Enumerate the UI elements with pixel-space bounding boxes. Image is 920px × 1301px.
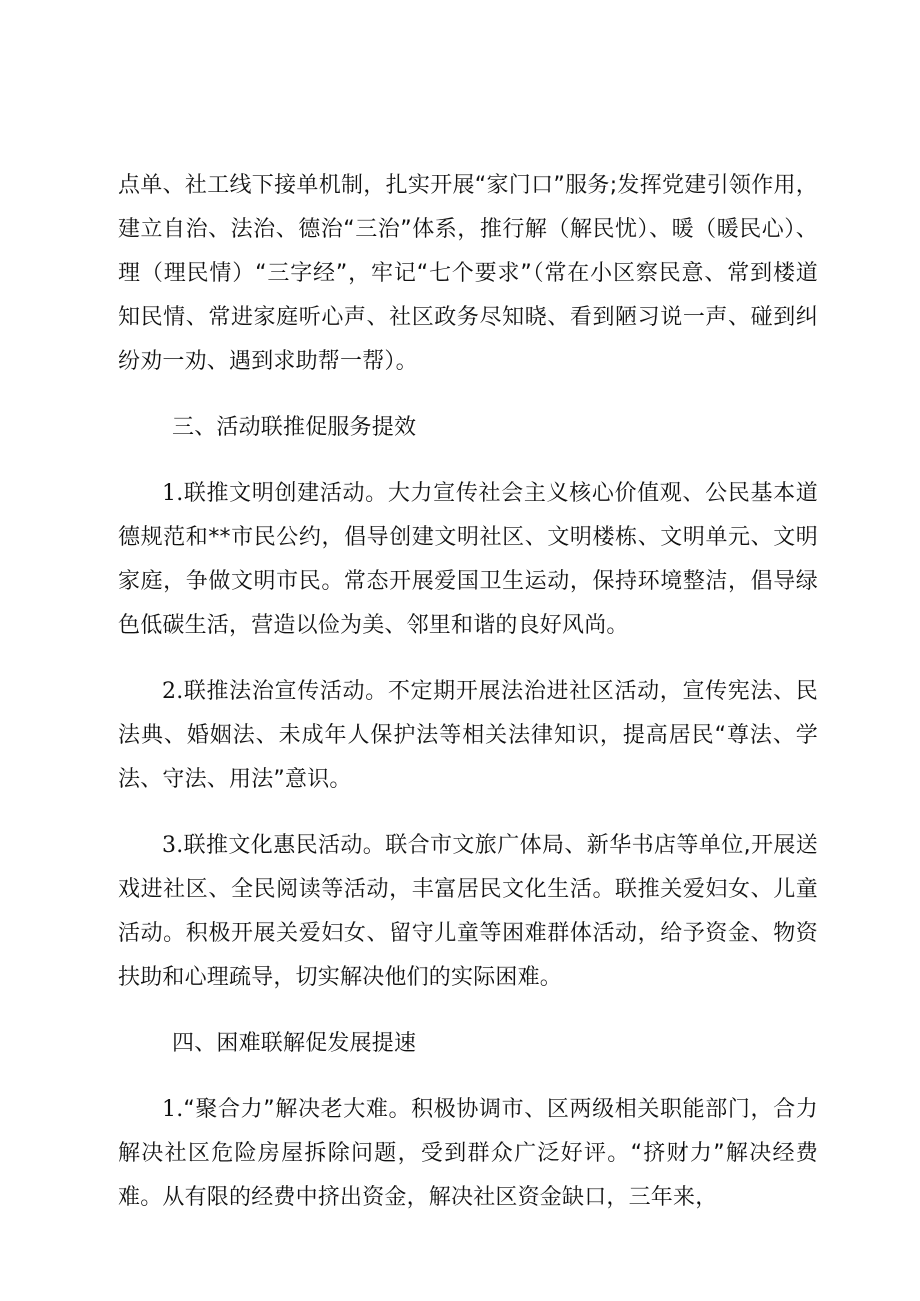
item-number: 1.	[162, 1097, 184, 1122]
item-text: 联推文化惠民活动。联合市文旅广体局、新华书店等单位,开展送戏进社区、全民阅读等活动，丰富居民文化生活。联推关爱妇女、儿童活动。积极开展关爱妇女、留守儿童等困难群体活动，给予资金、物资扶助和心理疏导，切实解决他们的实际困难。	[118, 833, 818, 990]
section-4-heading: 四、困难联解促发展提速	[172, 1031, 417, 1056]
item-number: 3.	[162, 833, 184, 858]
item-text: “聚合力”解决老大难。积极协调市、区两级相关职能部门，合力解决社区危险房屋拆除问题，受到群众广泛好评。“挤财力”解决经费难。从有限的经费中挤出资金，解决社区资金缺口，三年来，	[118, 1097, 818, 1210]
item-number: 2.	[162, 679, 184, 704]
section-3-item-2	[118, 670, 818, 802]
item-number: 1.	[162, 481, 184, 506]
section-3-item-1	[118, 472, 818, 648]
item-text: 联推法治宣传活动。不定期开展法治进社区活动，宣传宪法、民法典、婚姻法、未成年人保护法等相关法律知识，提高居民“尊法、学法、守法、用法”意识。	[118, 679, 818, 792]
section-3-item-3	[118, 824, 818, 1000]
section-4-item-1	[118, 1088, 818, 1220]
item-text: 联推文明创建活动。大力宣传社会主义核心价值观、公民基本道德规范和**市民公约，倡导创建文明社区、文明楼栋、文明单元、文明家庭，争做文明市民。常态开展爱国卫生运动，保持环境整洁，倡导绿色低碳生活，营造以俭为美、邻里和谐的良好风尚。	[118, 481, 818, 638]
continuation-paragraph: 点单、社工线下接单机制，扎实开展“家门口”服务;发挥党建引领作用，建立自治、法治、德治“三治”体系，推行解（解民忧）、暖（暖民心）、理（理民情）“三字经”，牢记“七个要求”（常在小区察民意、常到楼道知民情、常进家庭听心声、社区政务尽知晓、看到陋习说一声、碰到纠纷劝一劝、遇到求助帮一帮）。	[118, 173, 818, 374]
document-body	[118, 164, 818, 1220]
section-3-heading: 三、活动联推促服务提效	[172, 415, 417, 440]
